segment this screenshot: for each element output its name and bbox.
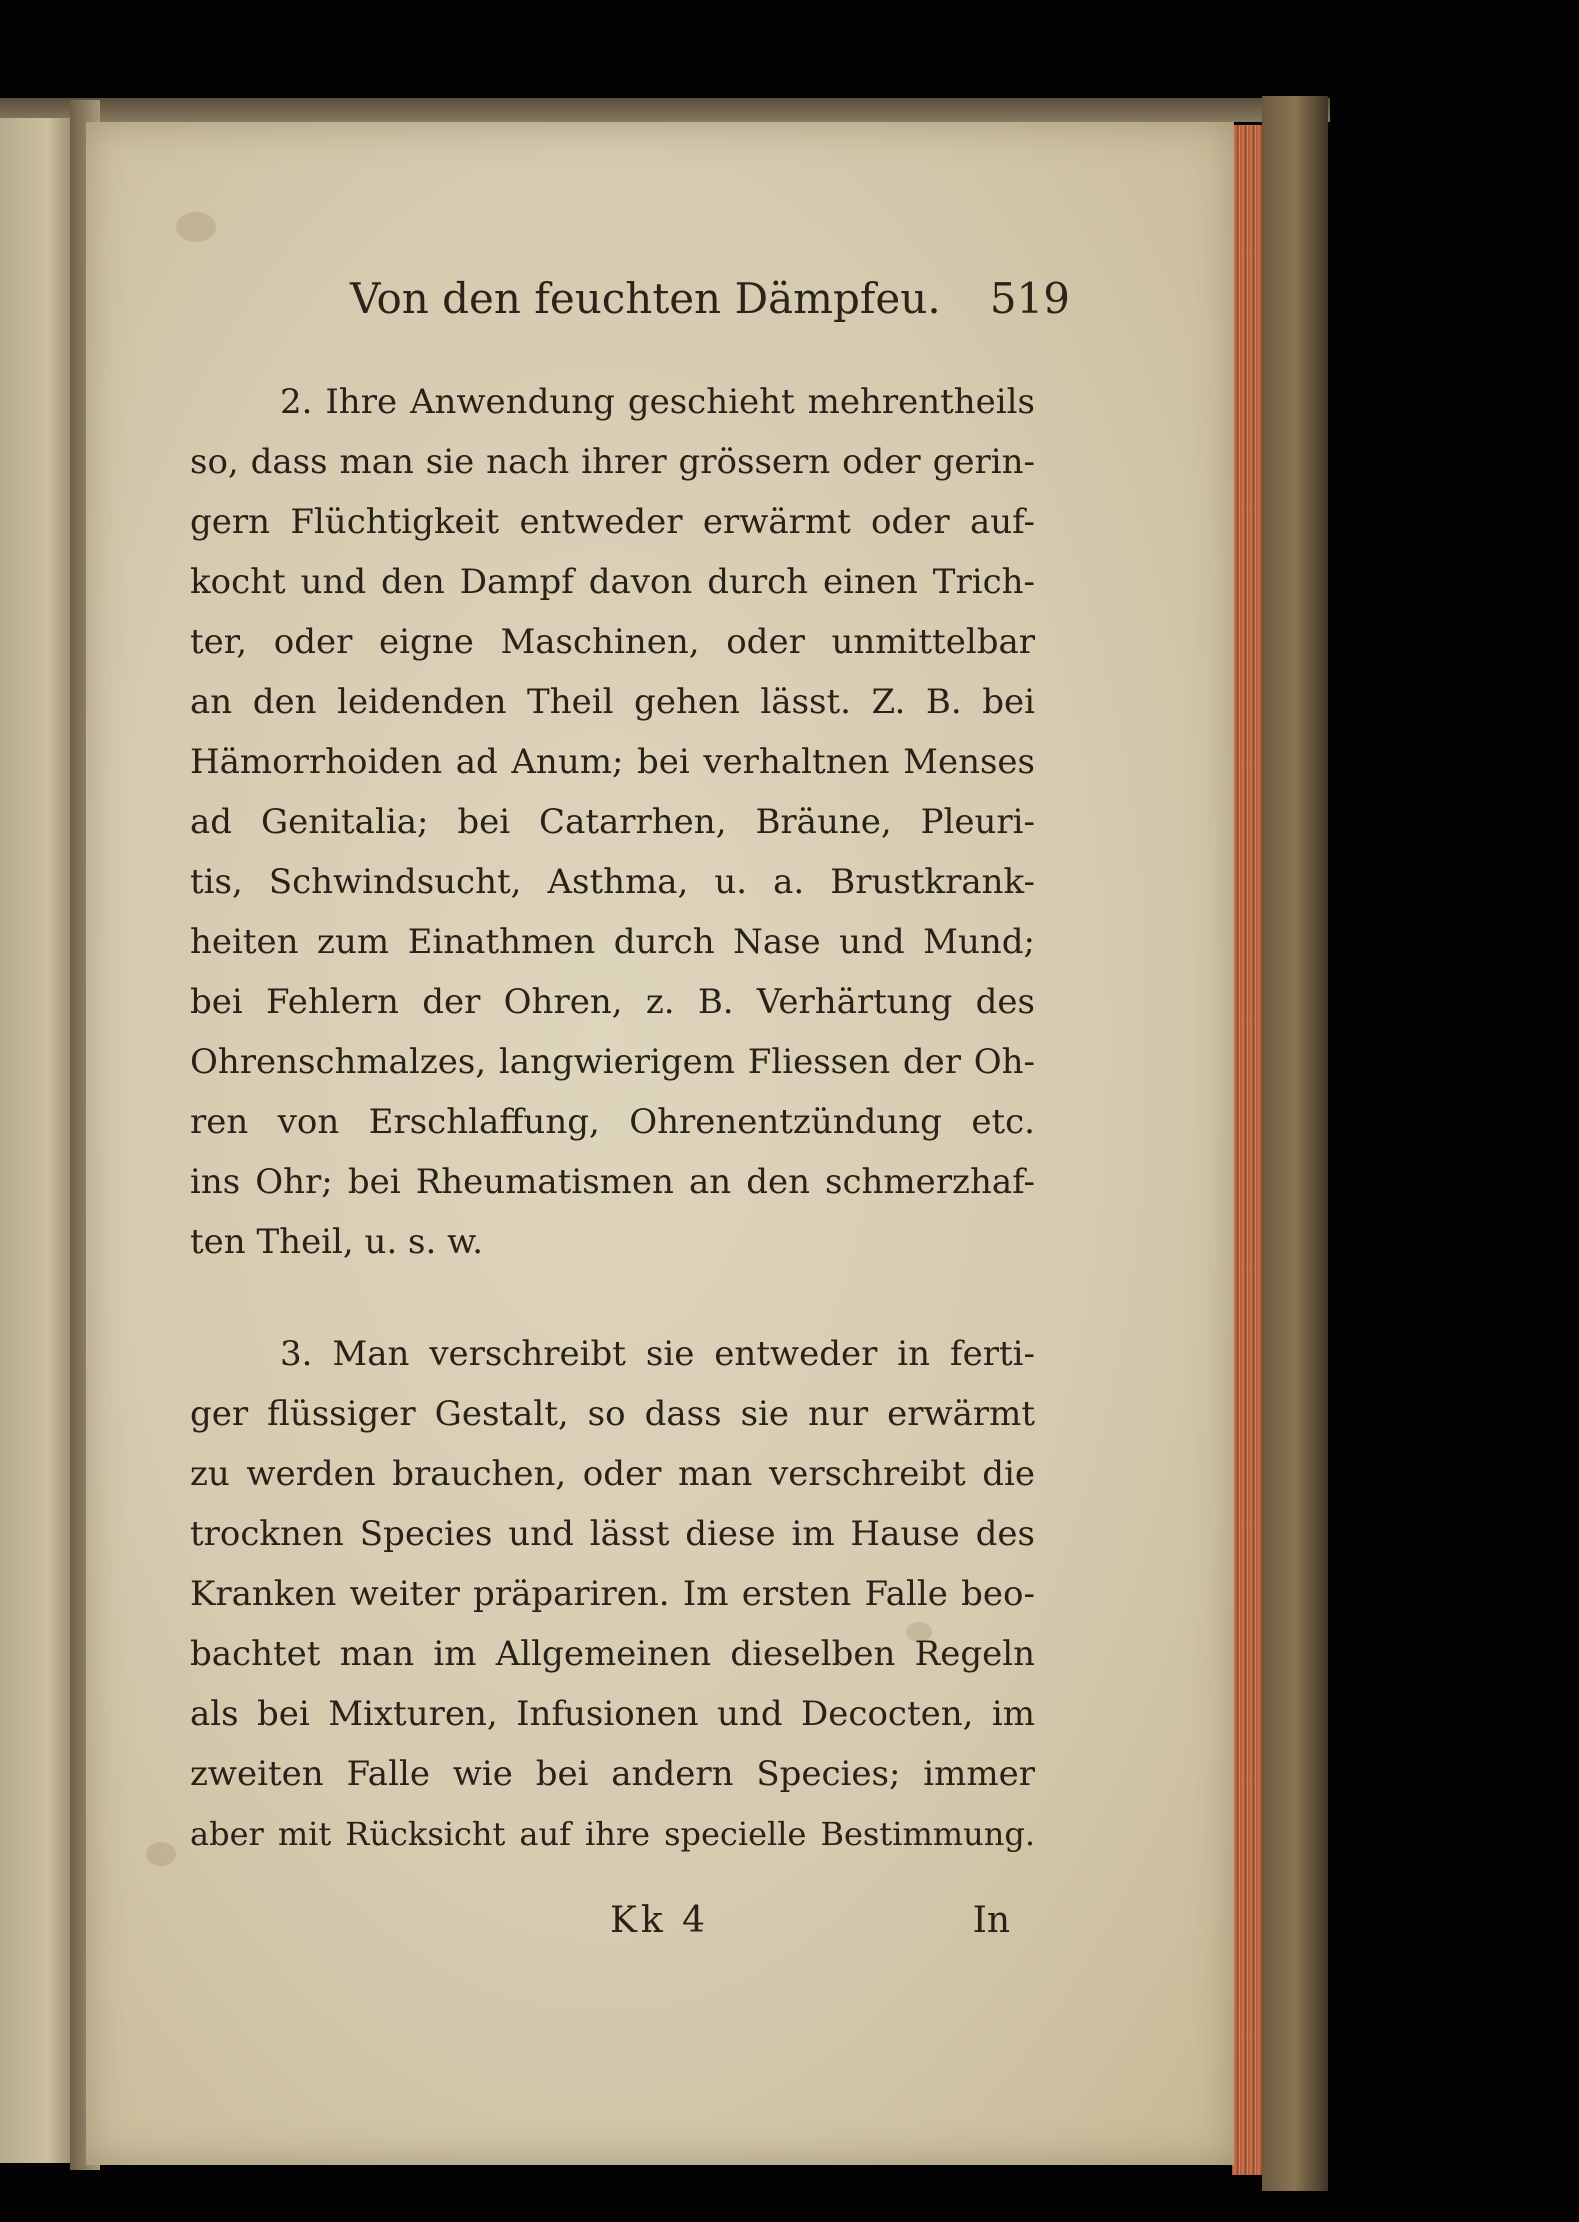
text-line: bachtet man im Allgemeinen dieselben Regeln bbox=[190, 1634, 1035, 1674]
text-line: ren von Erschlaffung, Ohrenentzündung etc. bbox=[190, 1102, 1035, 1142]
text-line: 3. Man verschreibt sie entweder in ferti- bbox=[280, 1334, 1035, 1374]
text-line: gern Flüchtigkeit entweder erwärmt oder auf- bbox=[190, 502, 1035, 542]
book-cover-edge bbox=[1262, 96, 1328, 2191]
text-line: ad Genitalia; bei Catarrhen, Bräune, Pleuri- bbox=[190, 802, 1035, 842]
paragraph-prescription bbox=[190, 1324, 1035, 1864]
text-line: bei Fehlern der Ohren, z. B. Verhärtung des bbox=[190, 982, 1035, 1022]
text-line: Ohrenschmalzes, langwierigem Fliessen der Oh- bbox=[190, 1042, 1035, 1082]
text-line: ter, oder eigne Maschinen, oder unmittelbar bbox=[190, 622, 1035, 662]
text-line: als bei Mixturen, Infusionen und Decocten, im bbox=[190, 1694, 1035, 1734]
text-line: ger flüssiger Gestalt, so dass sie nur erwärmt bbox=[190, 1394, 1035, 1434]
text-line: an den leidenden Theil gehen lässt. Z. B. bei bbox=[190, 682, 1035, 722]
text-line: Kranken weiter präpariren. Im ersten Falle beo- bbox=[190, 1574, 1035, 1614]
page-footer bbox=[610, 1900, 1010, 1960]
text-line: aber mit Rücksicht auf ihre specielle Bestimmung. bbox=[190, 1815, 1035, 1853]
paragraph-application bbox=[190, 372, 1035, 1272]
book-top-edge bbox=[0, 98, 1330, 122]
text-line: so, dass man sie nach ihrer grössern oder gerin- bbox=[190, 442, 1035, 482]
text-line: zweiten Falle wie bei andern Species; immer bbox=[190, 1754, 1035, 1794]
text-line: trocknen Species und lässt diese im Hause des bbox=[190, 1514, 1035, 1554]
signature-mark: Kk 4 bbox=[610, 1900, 710, 1941]
text-line: tis, Schwindsucht, Asthma, u. a. Brustkrank- bbox=[190, 862, 1035, 902]
paper-stain bbox=[146, 1842, 176, 1866]
text-line: 2. Ihre Anwendung geschieht mehrentheils bbox=[280, 382, 1035, 422]
page-number: 519 bbox=[989, 274, 1070, 323]
running-title: Von den feuchten Dämpfeu. bbox=[350, 274, 941, 323]
catchword: In bbox=[972, 1900, 1010, 1941]
running-header bbox=[350, 274, 1070, 344]
text-line: heiten zum Einathmen durch Nase und Mund; bbox=[190, 922, 1035, 962]
paper-stain bbox=[176, 212, 216, 242]
text-line: Hämorrhoiden ad Anum; bei verhaltnen Menses bbox=[190, 742, 1035, 782]
left-facing-page bbox=[0, 118, 80, 2163]
page-fore-edge bbox=[1232, 125, 1262, 2175]
text-line: kocht und den Dampf davon durch einen Trich- bbox=[190, 562, 1035, 602]
text-line: zu werden brauchen, oder man verschreibt die bbox=[190, 1454, 1035, 1494]
text-line: ten Theil, u. s. w. bbox=[190, 1222, 484, 1262]
text-line: ins Ohr; bei Rheumatismen an den schmerzhaf- bbox=[190, 1162, 1035, 1202]
